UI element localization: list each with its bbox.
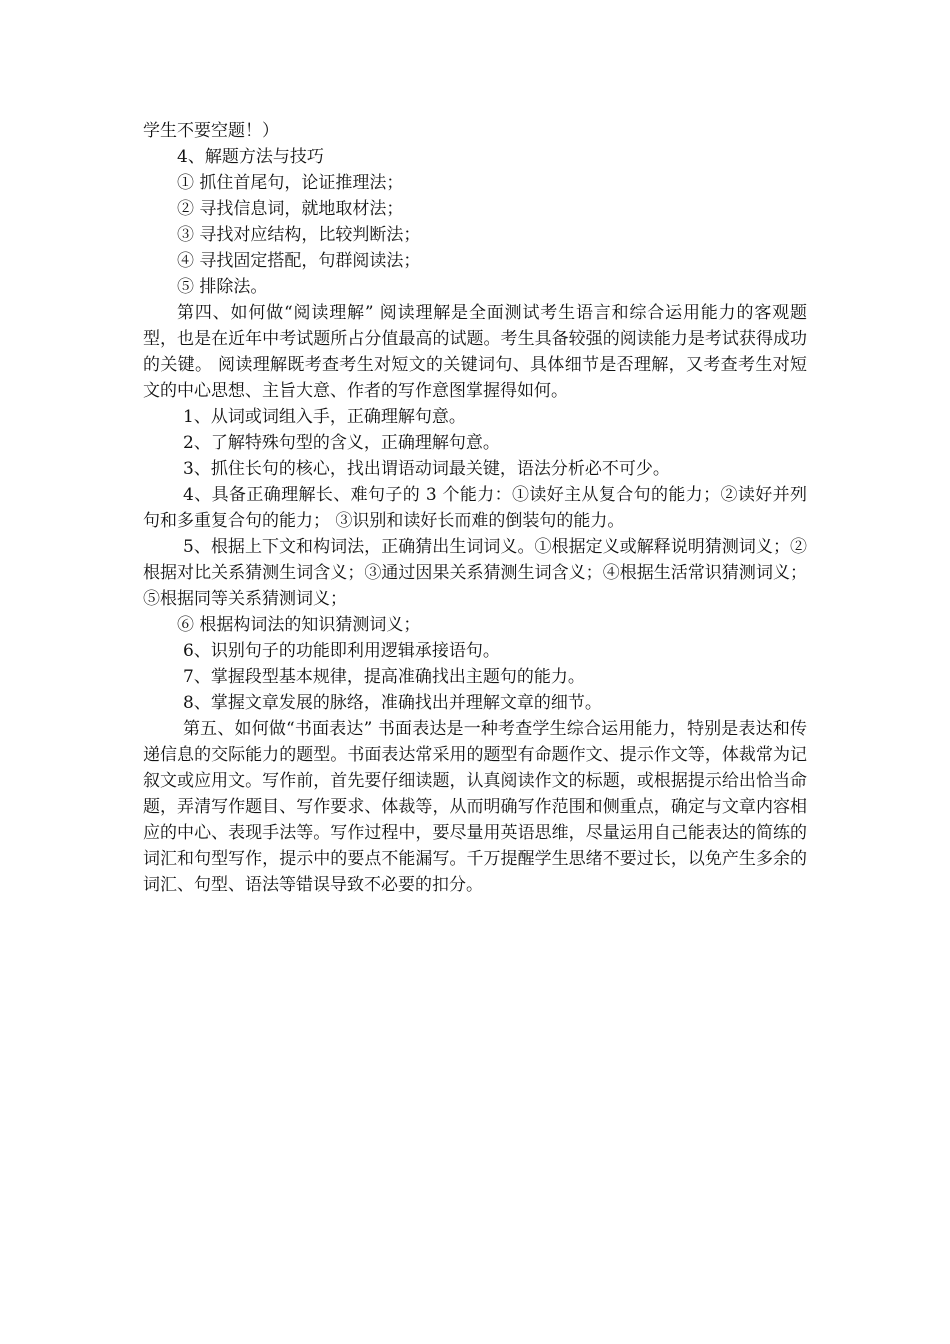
paragraph: 第五、如何做“书面表达” 书面表达是一种考查学生综合运用能力，特别是表达和传递信息的交际能力的题型。书面表达常采用的题型有命题作文、提示作文等，体裁常为记叙文或应用文。写作前，首先要仔细读题，认真阅读作文的标题，或根据提示给出恰当命题，弄清写作题目、写作要求、体裁等，从而明确写作范围和侧重点，确定与文章内容相应的中心、表现手法等。写作过程中，要尽量用英语思维，尽量运用自己能表达的简练的词汇和句型写作，提示中的要点不能漏写。千万提醒学生思绪不要过长，以免产生多余的词汇、句型、语法等错误导致不必要的扣分。: [143, 719, 807, 895]
list-item: 6、识别句子的功能即利用逻辑承接语句。: [183, 641, 500, 661]
section-heading: 4、解题方法与技巧: [177, 147, 324, 167]
list-item: ④ 寻找固定搭配，句群阅读法；: [177, 251, 421, 271]
paragraph: 第四、如何做“阅读理解” 阅读理解是全面测试考生语言和综合运用能力的客观题型，也是在近年中考试题所占分值最高的试题。考生具备较强的阅读能力是考试获得成功的关键。 阅读理解既考查考生对短文的关键词句、具体细节是否理解，又考查考生对短文的中心思想、主旨大意、作者的写作意图掌握得如何。: [143, 303, 807, 401]
list-item: 5、根据上下文和构词法，正确猜出生词词义。①根据定义或解释说明猜测词义；②根据对比关系猜测生词含义；③通过因果关系猜测生词含义；④根据生活常识猜测词义； ⑤根据同等关系猜测词义；: [143, 537, 807, 609]
list-item: 4、具备正确理解长、难句子的 3 个能力：①读好主从复合句的能力；②读好并列句和多重复合句的能力； ③识别和读好长而难的倒装句的能力。: [143, 485, 807, 531]
list-item: ⑤ 排除法。: [177, 277, 268, 297]
list-item: 7、掌握段型基本规律，提高准确找出主题句的能力。: [183, 667, 585, 687]
list-item: 1、从词或词组入手，正确理解句意。: [183, 407, 466, 427]
document-body: [143, 118, 807, 898]
list-item: 2、了解特殊句型的含义，正确理解句意。: [183, 433, 500, 453]
list-item: ③ 寻找对应结构，比较判断法；: [177, 225, 421, 245]
list-item: ② 寻找信息词，就地取材法；: [177, 199, 404, 219]
list-item: 8、掌握文章发展的脉络，准确找出并理解文章的细节。: [183, 693, 602, 713]
list-item: ⑥ 根据构词法的知识猜测词义；: [177, 615, 421, 635]
list-item: 3、抓住长句的核心，找出谓语动词最关键，语法分析必不可少。: [183, 459, 670, 479]
paragraph: 学生不要空题！）: [143, 121, 279, 141]
list-item: ① 抓住首尾句，论证推理法；: [177, 173, 404, 193]
